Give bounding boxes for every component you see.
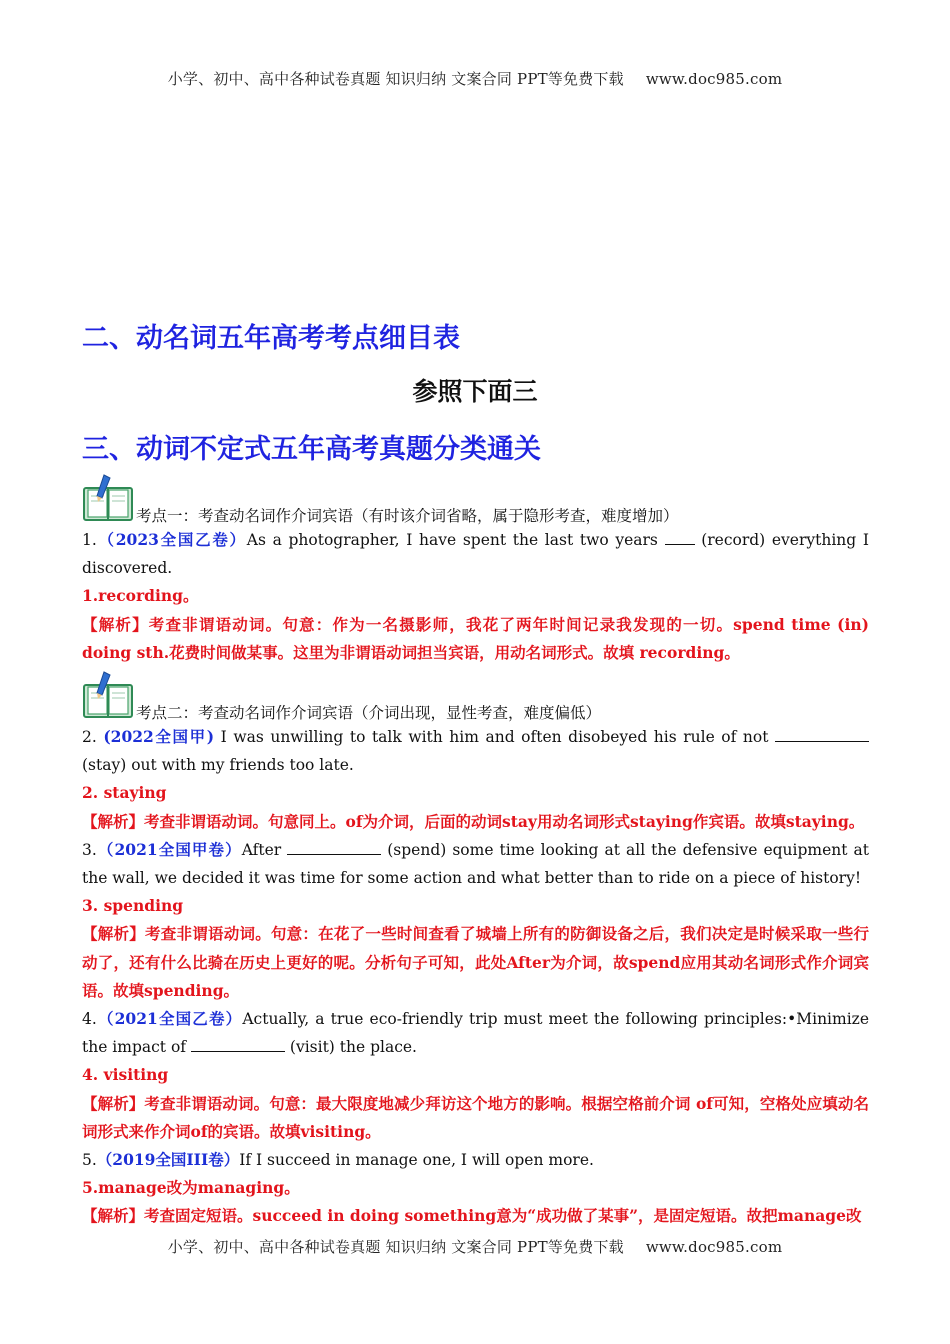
analysis-4: 【解析】考查非谓语动词。句意：最大限度地减少拜访这个地方的影响。根据空格前介词 of可知，空格处应填动名词形式来作介词of的宾语。故填visiting。 — [82, 1093, 869, 1141]
key-point-1 — [82, 474, 869, 526]
key-point-2 — [82, 671, 869, 723]
question-source: （2023全国乙卷） — [96, 530, 247, 549]
question-1: 1.（2023全国乙卷）As a photographer, I have spent the last two years (record) everything I discovered. — [82, 530, 869, 578]
section-2-reference: 参照下面三 — [412, 377, 538, 406]
question-3: 3.（2021全国甲卷）After (spend) some time looking at all the defensive equipment at the wall, we decided it was time for some action and what better than to ride on a piece of history! — [82, 839, 869, 888]
header-url[interactable]: www.doc985.com — [645, 70, 783, 88]
answer-4: 4. visiting — [82, 1065, 169, 1085]
answer-5: 5.manage改为managing。 — [82, 1178, 300, 1198]
answer-blank — [665, 530, 695, 545]
footer-url[interactable]: www.doc985.com — [645, 1238, 783, 1256]
question-source: （2021全国乙卷） — [96, 1009, 243, 1029]
analysis-5: 【解析】考查固定短语。succeed in doing something意为“成功做了某事”，是固定短语。故把manage改 — [82, 1206, 862, 1226]
question-5: 5.（2019全国III卷）If I succeed in manage one, I will open more. — [82, 1150, 594, 1170]
answer-blank — [287, 840, 381, 855]
answer-blank — [191, 1037, 285, 1052]
section-2-title: 二、动名词五年高考考点细目表 — [82, 323, 460, 354]
question-2: 2. (2022全国甲) I was unwilling to talk with him and often disobeyed his rule of not (stay) out with my friends too late. — [82, 723, 869, 779]
question-source: （2019全国III卷） — [96, 1150, 240, 1170]
footer-text: 小学、初中、高中各种试卷真题 知识归纳 文案合同 PPT等免费下载 — [167, 1238, 624, 1256]
question-source: （2021全国甲卷） — [96, 839, 242, 859]
key-point-1-label: 考点一：考查动名词作介词宾语（有时该介词省略，属于隐形考查，难度增加） — [136, 507, 679, 525]
header-text: 小学、初中、高中各种试卷真题 知识归纳 文案合同 PPT等免费下载 — [167, 70, 624, 88]
question-source: (2022全国甲) — [103, 727, 215, 747]
page-footer — [0, 1236, 950, 1257]
question-4: 4.（2021全国乙卷）Actually, a true eco-friendly trip must meet the following principles:•Minimize the impact of (visit) the place. — [82, 1009, 870, 1057]
content — [82, 470, 869, 1231]
answer-3: 3. spending — [82, 896, 184, 916]
analysis-1: 【解析】考查非谓语动词。句意：作为一名摄影师，我花了两年时间记录我发现的一切。spend time (in) doing sth.花费时间做某事。这里为非谓语动词担当宾语，用动名词形式。故填 recording。 — [82, 614, 869, 662]
key-point-2-label: 考点二：考查动名词作介词宾语（介词出现，显性考查，难度偏低） — [136, 704, 602, 723]
analysis-2: 【解析】考查非谓语动词。句意同上。of为介词，后面的动词stay用动名词形式staying作宾语。故填staying。 — [82, 811, 865, 831]
answer-blank — [775, 727, 869, 742]
notebook-pencil-icon — [82, 671, 136, 719]
page-header — [0, 68, 950, 89]
section-3-title: 三、动词不定式五年高考真题分类通关 — [82, 434, 541, 465]
answer-2: 2. staying — [82, 783, 167, 803]
notebook-pencil-icon — [82, 474, 136, 522]
analysis-3: 【解析】考查非谓语动词。句意：在花了一些时间查看了城墙上所有的防御设备之后，我们决定是时候采取一些行动了，还有什么比骑在历史上更好的呢。分析句子可知，此处After为介词，故spend应用其动名词形式作介词宾语。故填spending。 — [82, 924, 869, 1000]
answer-1: 1.recording。 — [82, 586, 199, 606]
